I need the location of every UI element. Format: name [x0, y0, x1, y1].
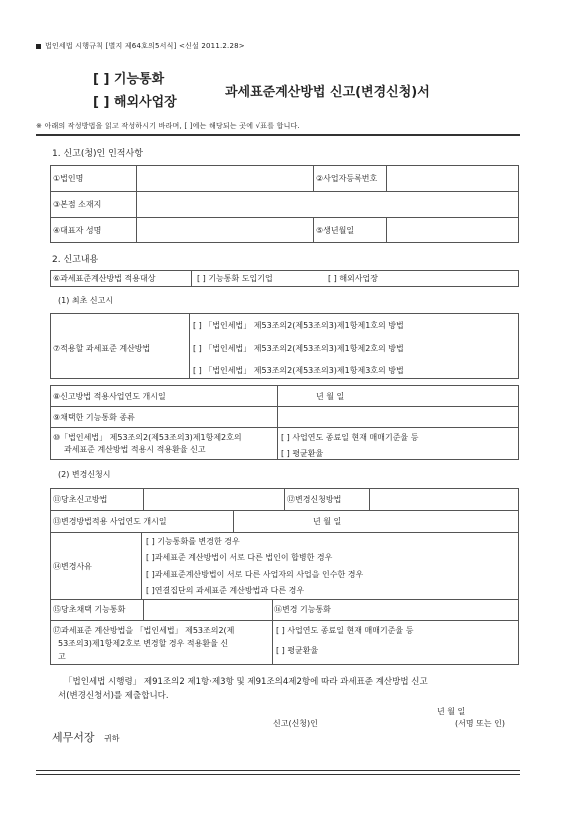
ceo-name-field[interactable] [138, 219, 311, 241]
change-rate-label-line2: 53조의3)제1항제2호로 변경할 경우 적용환율 신 [58, 639, 229, 648]
currency-type-label: ⑨채택한 기능통화 종류 [53, 413, 135, 422]
start-date-field[interactable]: 년 월 일 [316, 392, 345, 401]
new-method-label: ⑫변경신청방법 [287, 495, 342, 504]
bottom-rule-2 [36, 774, 520, 775]
change-rate-label-line1: ⑰과세표준 계산방법을 「법인세법」 제53조의2(제 [53, 626, 235, 635]
initial-filing-title: (1) 최초 신고시 [58, 296, 114, 305]
submission-date[interactable]: 년 월 일 [437, 707, 466, 716]
hq-address-label: ③본점 소재지 [53, 200, 102, 209]
change-reason-label: ⑭변경사유 [53, 562, 92, 571]
change-rate-option-average-rate[interactable]: [ ] 평균환율 [276, 646, 319, 655]
reason-option-consolidated-group[interactable]: [ ]연결집단의 과세표준 계산방법과 다른 경우 [146, 586, 305, 595]
birth-date-label: ⑤생년월일 [316, 226, 355, 235]
bottom-rule [36, 770, 520, 771]
corp-name-label: ①법인명 [53, 174, 84, 183]
section2-title: 2. 신고내용 [52, 255, 99, 265]
declaration-line2: 서(변경신청서)를 제출합니다. [58, 691, 169, 701]
prev-method-label: ⑪당초신고방법 [53, 495, 108, 504]
exchange-rate-label-line1: ⑩「법인세법」 제53조의2(제53조의3)제1항제2호의 [53, 433, 242, 442]
change-rate-option-closing-rate[interactable]: [ ] 사업연도 종료일 현재 매매기준율 등 [276, 626, 414, 635]
title-option-functional-currency: [ ] 기능통화 [93, 72, 165, 87]
form-title: 과세표준계산방법 신고(변경신청)서 [225, 85, 430, 100]
bullet-icon [36, 44, 41, 49]
new-currency-field[interactable] [355, 601, 517, 618]
declaration-line1: 「법인세법 시행령」 제91조의2 제1항·제3항 및 제91조의4제2항에 따라 과세표준 계산방법 신고 [64, 677, 428, 687]
rate-option-average-rate[interactable]: [ ] 평균환율 [281, 449, 324, 458]
method-option-2[interactable]: [ ] 「법인세법」 제53조의2(제53조의3)제1항제2호의 방법 [193, 344, 404, 353]
target-option-overseas-business[interactable]: [ ] 해외사업장 [328, 274, 378, 283]
ceo-name-label: ④대표자 성명 [53, 226, 102, 235]
method-option-3[interactable]: [ ] 「법인세법」 제53조의2(제53조의3)제1항제3호의 방법 [193, 366, 404, 375]
form-reference-text: 법인세법 시행규칙 [별지 제64호의5서식] <신설 2011.2.28> [45, 42, 245, 50]
recipient-office: 세무서장 [52, 731, 95, 744]
top-rule [36, 134, 520, 136]
section1-title: 1. 신고(청)인 인적사항 [52, 149, 143, 159]
prev-currency-label: ⑮당초채택 기능통화 [53, 605, 126, 614]
target-label: ⑥과세표준계산방법 적용대상 [53, 274, 156, 283]
reason-option-currency-change[interactable]: [ ] 기능통화를 변경한 경우 [146, 537, 240, 546]
exchange-rate-label-line2: 과세표준 계산방법 적용시 적용환율 신고 [64, 445, 206, 454]
prev-currency-field[interactable] [145, 601, 270, 618]
biz-reg-no-field[interactable] [388, 167, 517, 189]
rate-option-closing-rate[interactable]: [ ] 사업연도 종료일 현재 매매기준율 등 [281, 433, 419, 442]
applicant-label: 신고(신청)인 [273, 719, 318, 728]
reason-option-merger[interactable]: [ ]과세표준 계산방법이 서로 다른 법인이 합병한 경우 [146, 553, 333, 562]
hq-address-field[interactable] [138, 193, 517, 215]
birth-date-field[interactable] [388, 219, 517, 241]
corp-name-field[interactable] [138, 167, 311, 189]
method-option-1[interactable]: [ ] 「법인세법」 제53조의2(제53조의3)제1항제1호의 방법 [193, 321, 404, 330]
method-label: ⑦적용할 과세표준 계산방법 [53, 344, 151, 353]
change-start-date-field[interactable]: 년 월 일 [313, 517, 342, 526]
change-rate-label-line3: 고 [58, 652, 66, 661]
biz-reg-no-label: ②사업자등록번호 [316, 174, 378, 183]
signature-note[interactable]: (서명 또는 인) [455, 719, 505, 728]
form-reference-note [36, 41, 245, 51]
new-currency-label: ⑯변경 기능통화 [274, 605, 331, 614]
title-option-overseas-business: [ ] 해외사업장 [93, 95, 177, 110]
recipient [52, 729, 119, 745]
recipient-suffix: 귀하 [104, 734, 120, 743]
target-option-functional-currency[interactable]: [ ] 기능통화 도입기업 [197, 274, 273, 283]
change-start-date-label: ⑬변경방법적용 사업연도 개시일 [53, 517, 167, 526]
reason-option-acquisition[interactable]: [ ]과세표준계산방법이 서로 다른 사업자의 사업을 인수한 경우 [146, 570, 364, 579]
change-request-title: (2) 변경신청시 [58, 470, 111, 479]
start-date-label: ⑧신고방법 적용사업연도 개시일 [53, 392, 166, 401]
instruction-note: ※ 아래의 작성방법을 읽고 작성하시기 바라며, [ ]에는 해당되는 곳에 √표를 합니다. [36, 122, 300, 130]
prev-method-field[interactable] [145, 490, 282, 508]
currency-type-field[interactable] [279, 408, 517, 425]
new-method-field[interactable] [371, 490, 517, 508]
